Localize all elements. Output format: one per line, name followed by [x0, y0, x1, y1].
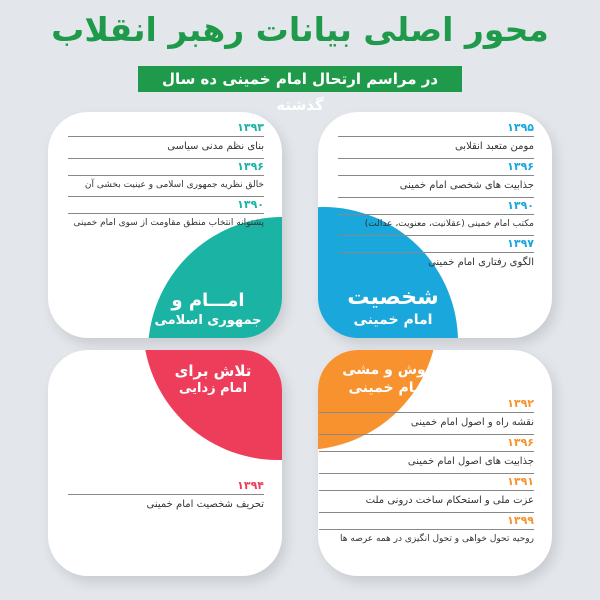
card-label: امـــام و جمهوری اسلامی [154, 290, 262, 328]
topic-list: ۱۳۹۵ مومن متعبد انقلابی ۱۳۹۶ جذابیت های شخصی امام خمینی ۱۳۹۰ مکتب امام خمینی (عقلانیت، معنویت، عدالت) ۱۳۹۷ الگوی رفتاری امام خمینی [338, 120, 534, 274]
card-label: روش و مشی امام خمینی [342, 362, 434, 396]
page-title: محور اصلی بیانات رهبر انقلاب [51, 10, 549, 49]
topic-list: ۱۳۹۲ نقشه راه و اصول امام خمینی ۱۳۹۶ جذابیت های اصول امام خمینی ۱۳۹۱ عزت ملی و استحکام ساخت درونی ملت ۱۳۹۹ روحیه تحول خواهی و تحول انگیزی در همه عرصه ها [319, 396, 534, 550]
topic-list: ۱۳۹۴ تحریف شخصیت امام خمینی [68, 478, 264, 516]
card-personality [318, 112, 552, 338]
card-label: شخصیت امام خمینی [347, 285, 439, 328]
card-islamic-republic [48, 112, 282, 338]
card-label: تلاش برای امام زدایی [174, 362, 252, 396]
card-method [318, 350, 552, 576]
topic-list: ۱۳۹۳ بنای نظم مدنی سیاسی ۱۳۹۶ خالق نظریه جمهوری اسلامی و عینیت بخشی آن ۱۳۹۰ پشتوانه انتخاب منطق مقاومت از سوی امام خمینی [68, 120, 264, 234]
subtitle-banner: در مراسم ارتحال امام خمینی ده سال گذشته [138, 66, 462, 92]
card-erasure [48, 350, 282, 576]
